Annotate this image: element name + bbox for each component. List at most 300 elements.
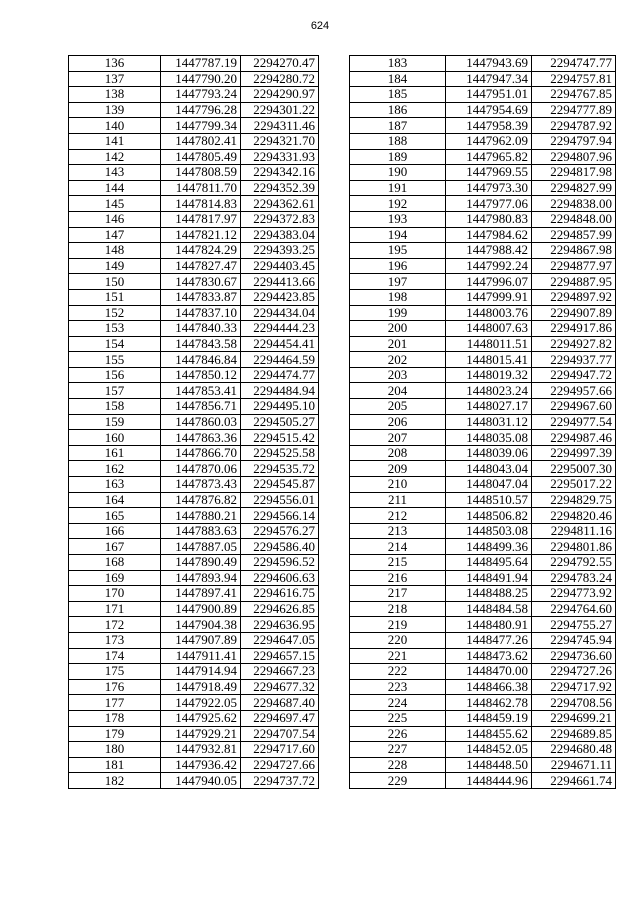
y-coordinate-cell: 2294413.66: [241, 274, 319, 290]
x-coordinate-cell: 1448452.05: [446, 742, 532, 758]
y-coordinate-cell: 2294301.22: [241, 102, 319, 118]
table-row: [69, 710, 319, 726]
x-coordinate-cell: 1447843.58: [161, 336, 241, 352]
y-coordinate-cell: 2294687.40: [241, 695, 319, 711]
point-number-cell: 147: [69, 227, 161, 243]
table-row: [350, 118, 616, 134]
table-row: [69, 679, 319, 695]
point-number-cell: 143: [69, 165, 161, 181]
table-row: [350, 773, 616, 789]
point-number-cell: 204: [350, 383, 446, 399]
y-coordinate-cell: 2294454.41: [241, 336, 319, 352]
x-coordinate-cell: 1447799.34: [161, 118, 241, 134]
table-row: [69, 508, 319, 524]
x-coordinate-cell: 1447856.71: [161, 399, 241, 415]
x-coordinate-cell: 1448503.08: [446, 523, 532, 539]
point-number-cell: 194: [350, 227, 446, 243]
point-number-cell: 201: [350, 336, 446, 352]
y-coordinate-cell: 2294764.60: [532, 601, 616, 617]
point-number-cell: 160: [69, 430, 161, 446]
y-coordinate-cell: 2294708.56: [532, 695, 616, 711]
point-number-cell: 224: [350, 695, 446, 711]
x-coordinate-cell: 1447996.07: [446, 274, 532, 290]
y-coordinate-cell: 2294647.05: [241, 632, 319, 648]
point-number-cell: 197: [350, 274, 446, 290]
table-row: [350, 757, 616, 773]
table-row: [69, 632, 319, 648]
y-coordinate-cell: 2295017.22: [532, 477, 616, 493]
y-coordinate-cell: 2294937.77: [532, 352, 616, 368]
y-coordinate-cell: 2294787.92: [532, 118, 616, 134]
point-number-cell: 169: [69, 570, 161, 586]
table-row: [350, 133, 616, 149]
x-coordinate-cell: 1447827.47: [161, 258, 241, 274]
table-row: [350, 742, 616, 758]
y-coordinate-cell: 2294736.60: [532, 648, 616, 664]
table-row: [350, 196, 616, 212]
x-coordinate-cell: 1448484.58: [446, 601, 532, 617]
point-number-cell: 153: [69, 321, 161, 337]
y-coordinate-cell: 2294707.54: [241, 726, 319, 742]
table-row: [69, 321, 319, 337]
x-coordinate-cell: 1447947.34: [446, 71, 532, 87]
table-row: [69, 570, 319, 586]
x-coordinate-cell: 1447904.38: [161, 617, 241, 633]
x-coordinate-cell: 1447821.12: [161, 227, 241, 243]
x-coordinate-cell: 1447999.91: [446, 289, 532, 305]
y-coordinate-cell: 2294680.48: [532, 742, 616, 758]
y-coordinate-cell: 2294545.87: [241, 477, 319, 493]
point-number-cell: 138: [69, 87, 161, 103]
x-coordinate-cell: 1447992.24: [446, 258, 532, 274]
table-row: [69, 742, 319, 758]
point-number-cell: 191: [350, 180, 446, 196]
x-coordinate-cell: 1447787.19: [161, 56, 241, 72]
point-number-cell: 151: [69, 289, 161, 305]
point-number-cell: 142: [69, 149, 161, 165]
point-number-cell: 172: [69, 617, 161, 633]
point-number-cell: 225: [350, 710, 446, 726]
point-number-cell: 185: [350, 87, 446, 103]
table-row: [350, 695, 616, 711]
point-number-cell: 148: [69, 243, 161, 259]
table-row: [69, 477, 319, 493]
y-coordinate-cell: 2294671.11: [532, 757, 616, 773]
table-row: [69, 539, 319, 555]
y-coordinate-cell: 2294535.72: [241, 461, 319, 477]
x-coordinate-cell: 1447932.81: [161, 742, 241, 758]
table-row: [350, 87, 616, 103]
y-coordinate-cell: 2294331.93: [241, 149, 319, 165]
table-row: [350, 414, 616, 430]
x-coordinate-cell: 1447850.12: [161, 367, 241, 383]
x-coordinate-cell: 1447936.42: [161, 757, 241, 773]
table-row: [350, 336, 616, 352]
point-number-cell: 226: [350, 726, 446, 742]
x-coordinate-cell: 1447863.36: [161, 430, 241, 446]
y-coordinate-cell: 2294773.92: [532, 586, 616, 602]
y-coordinate-cell: 2294474.77: [241, 367, 319, 383]
table-row: [69, 399, 319, 415]
table-row: [350, 648, 616, 664]
table-row: [350, 570, 616, 586]
point-number-cell: 219: [350, 617, 446, 633]
x-coordinate-cell: 1447943.69: [446, 56, 532, 72]
point-number-cell: 179: [69, 726, 161, 742]
y-coordinate-cell: 2294727.26: [532, 664, 616, 680]
point-number-cell: 144: [69, 180, 161, 196]
point-number-cell: 168: [69, 555, 161, 571]
table-row: [350, 508, 616, 524]
x-coordinate-cell: 1448035.08: [446, 430, 532, 446]
table-row: [350, 258, 616, 274]
point-number-cell: 161: [69, 445, 161, 461]
y-coordinate-cell: 2294867.98: [532, 243, 616, 259]
x-coordinate-cell: 1447897.41: [161, 586, 241, 602]
y-coordinate-cell: 2294484.94: [241, 383, 319, 399]
point-number-cell: 212: [350, 508, 446, 524]
x-coordinate-cell: 1448499.36: [446, 539, 532, 555]
x-coordinate-cell: 1447958.39: [446, 118, 532, 134]
table-row: [350, 477, 616, 493]
point-number-cell: 218: [350, 601, 446, 617]
table-row: [69, 352, 319, 368]
point-number-cell: 222: [350, 664, 446, 680]
point-number-cell: 214: [350, 539, 446, 555]
x-coordinate-cell: 1447883.63: [161, 523, 241, 539]
table-row: [69, 305, 319, 321]
table-row: [350, 399, 616, 415]
y-coordinate-cell: 2294290.97: [241, 87, 319, 103]
y-coordinate-cell: 2294917.86: [532, 321, 616, 337]
point-number-cell: 211: [350, 492, 446, 508]
x-coordinate-cell: 1447925.62: [161, 710, 241, 726]
y-coordinate-cell: 2294566.14: [241, 508, 319, 524]
table-row: [350, 523, 616, 539]
point-number-cell: 178: [69, 710, 161, 726]
point-number-cell: 210: [350, 477, 446, 493]
point-number-cell: 203: [350, 367, 446, 383]
table-row: [69, 211, 319, 227]
point-number-cell: 228: [350, 757, 446, 773]
point-number-cell: 164: [69, 492, 161, 508]
y-coordinate-cell: 2294661.74: [532, 773, 616, 789]
table-row: [69, 258, 319, 274]
x-coordinate-cell: 1447790.20: [161, 71, 241, 87]
y-coordinate-cell: 2294636.95: [241, 617, 319, 633]
x-coordinate-cell: 1448047.04: [446, 477, 532, 493]
point-number-cell: 227: [350, 742, 446, 758]
table-row: [69, 71, 319, 87]
point-number-cell: 163: [69, 477, 161, 493]
x-coordinate-cell: 1447814.83: [161, 196, 241, 212]
table-row: [69, 56, 319, 72]
y-coordinate-cell: 2294515.42: [241, 430, 319, 446]
y-coordinate-cell: 2294967.60: [532, 399, 616, 415]
point-number-cell: 145: [69, 196, 161, 212]
point-number-cell: 223: [350, 679, 446, 695]
point-number-cell: 192: [350, 196, 446, 212]
y-coordinate-cell: 2294897.92: [532, 289, 616, 305]
y-coordinate-cell: 2294393.25: [241, 243, 319, 259]
table-row: [69, 461, 319, 477]
x-coordinate-cell: 1448448.50: [446, 757, 532, 773]
y-coordinate-cell: 2294907.89: [532, 305, 616, 321]
x-coordinate-cell: 1447824.29: [161, 243, 241, 259]
x-coordinate-cell: 1448444.96: [446, 773, 532, 789]
y-coordinate-cell: 2294747.77: [532, 56, 616, 72]
table-row: [350, 367, 616, 383]
point-number-cell: 196: [350, 258, 446, 274]
x-coordinate-cell: 1448491.94: [446, 570, 532, 586]
x-coordinate-cell: 1447860.03: [161, 414, 241, 430]
y-coordinate-cell: 2294270.47: [241, 56, 319, 72]
table-row: [69, 773, 319, 789]
table-row: [69, 726, 319, 742]
point-number-cell: 175: [69, 664, 161, 680]
x-coordinate-cell: 1447876.82: [161, 492, 241, 508]
point-number-cell: 137: [69, 71, 161, 87]
y-coordinate-cell: 2294927.82: [532, 336, 616, 352]
y-coordinate-cell: 2294877.97: [532, 258, 616, 274]
y-coordinate-cell: 2295007.30: [532, 461, 616, 477]
x-coordinate-cell: 1448027.17: [446, 399, 532, 415]
point-number-cell: 141: [69, 133, 161, 149]
x-coordinate-cell: 1447808.59: [161, 165, 241, 181]
table-row: [69, 664, 319, 680]
table-row: [69, 243, 319, 259]
table-row: [350, 461, 616, 477]
x-coordinate-cell: 1447811.70: [161, 180, 241, 196]
x-coordinate-cell: 1447918.49: [161, 679, 241, 695]
x-coordinate-cell: 1448459.19: [446, 710, 532, 726]
y-coordinate-cell: 2294576.27: [241, 523, 319, 539]
x-coordinate-cell: 1448506.82: [446, 508, 532, 524]
y-coordinate-cell: 2294699.21: [532, 710, 616, 726]
y-coordinate-cell: 2294677.32: [241, 679, 319, 695]
point-number-cell: 195: [350, 243, 446, 259]
point-number-cell: 180: [69, 742, 161, 758]
point-number-cell: 182: [69, 773, 161, 789]
point-number-cell: 184: [350, 71, 446, 87]
y-coordinate-cell: 2294434.04: [241, 305, 319, 321]
point-number-cell: 155: [69, 352, 161, 368]
x-coordinate-cell: 1447853.41: [161, 383, 241, 399]
x-coordinate-cell: 1447907.89: [161, 632, 241, 648]
x-coordinate-cell: 1448470.00: [446, 664, 532, 680]
table-row: [69, 87, 319, 103]
point-number-cell: 157: [69, 383, 161, 399]
x-coordinate-cell: 1447977.06: [446, 196, 532, 212]
y-coordinate-cell: 2294848.00: [532, 211, 616, 227]
point-number-cell: 181: [69, 757, 161, 773]
table-row: [69, 648, 319, 664]
x-coordinate-cell: 1447940.05: [161, 773, 241, 789]
table-row: [350, 227, 616, 243]
x-coordinate-cell: 1447965.82: [446, 149, 532, 165]
y-coordinate-cell: 2294495.10: [241, 399, 319, 415]
table-row: [350, 664, 616, 680]
x-coordinate-cell: 1448455.62: [446, 726, 532, 742]
y-coordinate-cell: 2294606.63: [241, 570, 319, 586]
y-coordinate-cell: 2294857.99: [532, 227, 616, 243]
y-coordinate-cell: 2294505.27: [241, 414, 319, 430]
table-row: [69, 414, 319, 430]
table-row: [350, 430, 616, 446]
table-row: [350, 165, 616, 181]
x-coordinate-cell: 1448477.26: [446, 632, 532, 648]
table-row: [69, 133, 319, 149]
y-coordinate-cell: 2294987.46: [532, 430, 616, 446]
x-coordinate-cell: 1448488.25: [446, 586, 532, 602]
table-row: [69, 165, 319, 181]
table-row: [350, 555, 616, 571]
x-coordinate-cell: 1447802.41: [161, 133, 241, 149]
y-coordinate-cell: 2294525.58: [241, 445, 319, 461]
x-coordinate-cell: 1447962.09: [446, 133, 532, 149]
point-number-cell: 166: [69, 523, 161, 539]
table-row: [350, 492, 616, 508]
y-coordinate-cell: 2294820.46: [532, 508, 616, 524]
table-row: [350, 632, 616, 648]
y-coordinate-cell: 2294801.86: [532, 539, 616, 555]
point-number-cell: 208: [350, 445, 446, 461]
x-coordinate-cell: 1447837.10: [161, 305, 241, 321]
table-row: [350, 274, 616, 290]
x-coordinate-cell: 1448462.78: [446, 695, 532, 711]
x-coordinate-cell: 1447911.41: [161, 648, 241, 664]
point-number-cell: 140: [69, 118, 161, 134]
table-row: [350, 539, 616, 555]
x-coordinate-cell: 1447796.28: [161, 102, 241, 118]
point-number-cell: 220: [350, 632, 446, 648]
y-coordinate-cell: 2294745.94: [532, 632, 616, 648]
point-number-cell: 193: [350, 211, 446, 227]
table-row: [350, 243, 616, 259]
table-row: [69, 227, 319, 243]
y-coordinate-cell: 2294767.85: [532, 87, 616, 103]
y-coordinate-cell: 2294586.40: [241, 539, 319, 555]
table-row: [350, 56, 616, 72]
table-row: [350, 289, 616, 305]
table-row: [69, 149, 319, 165]
x-coordinate-cell: 1448043.04: [446, 461, 532, 477]
y-coordinate-cell: 2294596.52: [241, 555, 319, 571]
y-coordinate-cell: 2294311.46: [241, 118, 319, 134]
x-coordinate-cell: 1447951.01: [446, 87, 532, 103]
x-coordinate-cell: 1447793.24: [161, 87, 241, 103]
y-coordinate-cell: 2294755.27: [532, 617, 616, 633]
point-number-cell: 150: [69, 274, 161, 290]
table-row: [350, 211, 616, 227]
y-coordinate-cell: 2294827.99: [532, 180, 616, 196]
y-coordinate-cell: 2294616.75: [241, 586, 319, 602]
x-coordinate-cell: 1447973.30: [446, 180, 532, 196]
point-number-cell: 216: [350, 570, 446, 586]
point-number-cell: 190: [350, 165, 446, 181]
x-coordinate-cell: 1447890.49: [161, 555, 241, 571]
point-number-cell: 154: [69, 336, 161, 352]
point-number-cell: 198: [350, 289, 446, 305]
y-coordinate-cell: 2294792.55: [532, 555, 616, 571]
point-number-cell: 167: [69, 539, 161, 555]
y-coordinate-cell: 2294444.23: [241, 321, 319, 337]
y-coordinate-cell: 2294717.92: [532, 679, 616, 695]
table-row: [69, 695, 319, 711]
x-coordinate-cell: 1447900.89: [161, 601, 241, 617]
x-coordinate-cell: 1447893.94: [161, 570, 241, 586]
table-row: [69, 383, 319, 399]
y-coordinate-cell: 2294777.89: [532, 102, 616, 118]
x-coordinate-cell: 1447922.05: [161, 695, 241, 711]
point-number-cell: 173: [69, 632, 161, 648]
x-coordinate-cell: 1448480.91: [446, 617, 532, 633]
x-coordinate-cell: 1447914.94: [161, 664, 241, 680]
table-row: [69, 118, 319, 134]
x-coordinate-cell: 1447805.49: [161, 149, 241, 165]
x-coordinate-cell: 1448011.51: [446, 336, 532, 352]
x-coordinate-cell: 1447954.69: [446, 102, 532, 118]
x-coordinate-cell: 1447870.06: [161, 461, 241, 477]
y-coordinate-cell: 2294717.60: [241, 742, 319, 758]
point-number-cell: 205: [350, 399, 446, 415]
y-coordinate-cell: 2294829.75: [532, 492, 616, 508]
y-coordinate-cell: 2294280.72: [241, 71, 319, 87]
point-number-cell: 159: [69, 414, 161, 430]
point-number-cell: 174: [69, 648, 161, 664]
y-coordinate-cell: 2294887.95: [532, 274, 616, 290]
x-coordinate-cell: 1448031.12: [446, 414, 532, 430]
y-coordinate-cell: 2294797.94: [532, 133, 616, 149]
point-number-cell: 209: [350, 461, 446, 477]
point-number-cell: 170: [69, 586, 161, 602]
x-coordinate-cell: 1447880.21: [161, 508, 241, 524]
x-coordinate-cell: 1447830.67: [161, 274, 241, 290]
table-row: [69, 430, 319, 446]
table-row: [350, 383, 616, 399]
table-row: [69, 555, 319, 571]
y-coordinate-cell: 2294321.70: [241, 133, 319, 149]
table-row: [350, 149, 616, 165]
x-coordinate-cell: 1447873.43: [161, 477, 241, 493]
table-row: [69, 523, 319, 539]
y-coordinate-cell: 2294423.85: [241, 289, 319, 305]
y-coordinate-cell: 2294383.04: [241, 227, 319, 243]
x-coordinate-cell: 1447969.55: [446, 165, 532, 181]
point-number-cell: 213: [350, 523, 446, 539]
point-number-cell: 162: [69, 461, 161, 477]
point-number-cell: 139: [69, 102, 161, 118]
point-number-cell: 215: [350, 555, 446, 571]
x-coordinate-cell: 1448023.24: [446, 383, 532, 399]
page-number: 624: [310, 20, 330, 32]
y-coordinate-cell: 2294737.72: [241, 773, 319, 789]
table-row: [350, 679, 616, 695]
table-row: [350, 445, 616, 461]
table-row: [69, 102, 319, 118]
y-coordinate-cell: 2294757.81: [532, 71, 616, 87]
y-coordinate-cell: 2294811.16: [532, 523, 616, 539]
table-row: [69, 617, 319, 633]
x-coordinate-cell: 1448039.06: [446, 445, 532, 461]
table-row: [350, 71, 616, 87]
point-number-cell: 217: [350, 586, 446, 602]
point-number-cell: 152: [69, 305, 161, 321]
x-coordinate-cell: 1448495.64: [446, 555, 532, 571]
table-row: [69, 757, 319, 773]
table-row: [69, 336, 319, 352]
x-coordinate-cell: 1448466.38: [446, 679, 532, 695]
